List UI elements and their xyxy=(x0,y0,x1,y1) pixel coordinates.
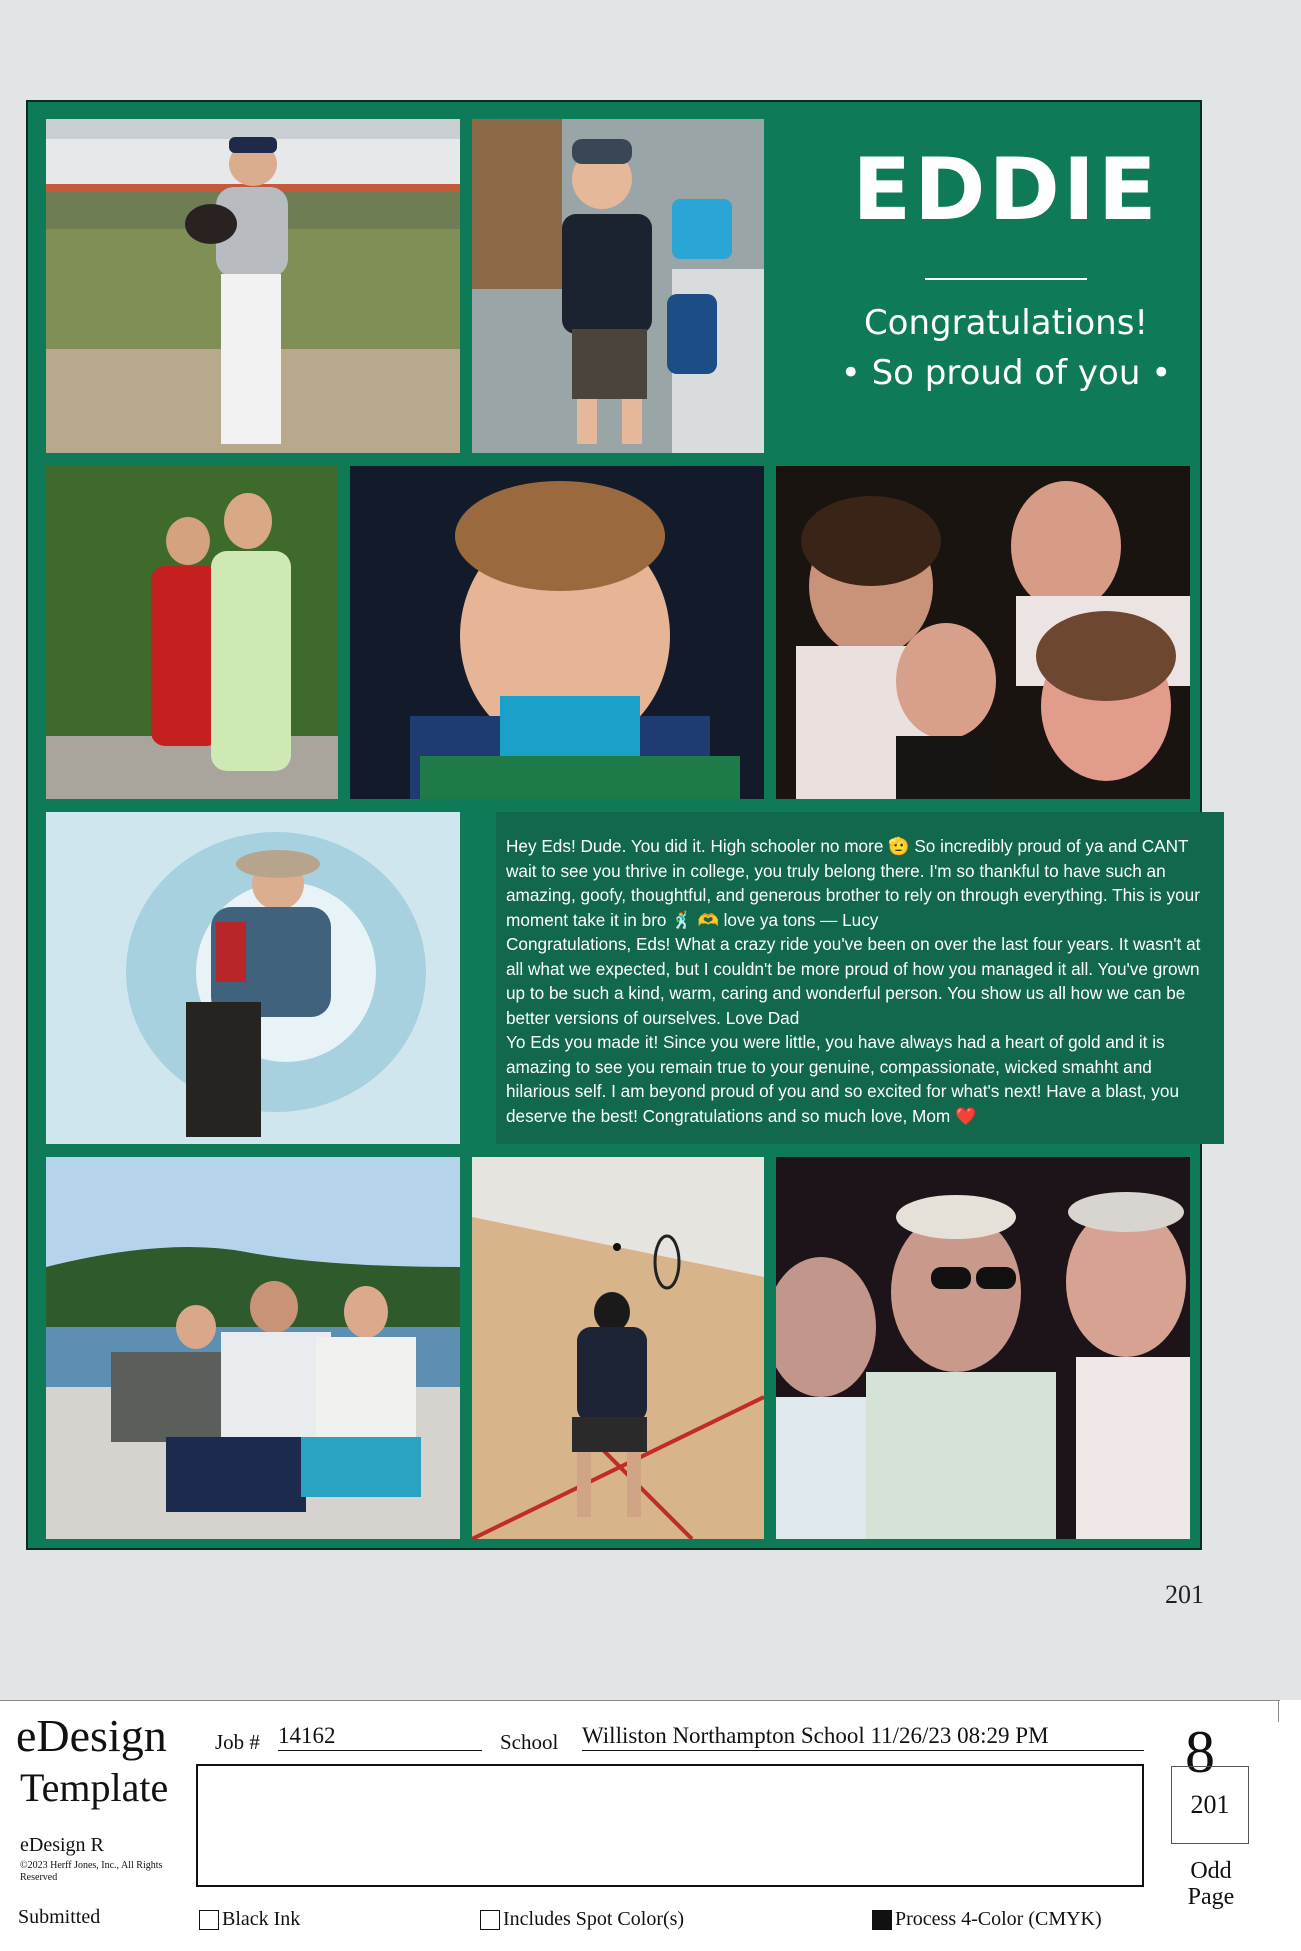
footer-top-rule xyxy=(0,1700,1280,1701)
baseball-photo xyxy=(46,119,460,453)
signature-count: 8 xyxy=(1185,1719,1215,1785)
congrats-line: Congratulations! xyxy=(863,303,1149,343)
message-panel xyxy=(496,812,1224,1144)
process-color-checkbox[interactable] xyxy=(872,1910,892,1930)
brand-name: eDesign xyxy=(16,1710,167,1761)
page-number: 201 xyxy=(1165,1580,1204,1609)
page-number-box: 201 xyxy=(1171,1766,1249,1844)
title-panel xyxy=(776,117,1236,450)
message-mom: Yo Eds you made it! Since you were little, you have always had a heart of gold and it is amazing to see you remain true to your genuine, compassionate, wicked smahht and hilarious self. I am beyond proud of you and so excited for what's next! Have a blast, you deserve the best! Congratulations and so much love, Mom ❤️ xyxy=(506,1032,1180,1126)
school-label: School xyxy=(500,1730,559,1754)
odd-page-label: Odd Page xyxy=(1187,1858,1235,1910)
yearbook-page xyxy=(26,100,1202,1550)
ice-cave-photo xyxy=(46,812,460,1144)
copyright: ©2023 Herff Jones, Inc., All Rights Reserved xyxy=(20,1860,163,1883)
spot-color-label: Includes Spot Color(s) xyxy=(503,1908,685,1930)
footer-side-rule xyxy=(1278,1700,1279,1722)
spot-color-checkbox[interactable] xyxy=(480,1910,500,1930)
job-number: 14162 xyxy=(278,1722,482,1751)
black-ink-label: Black Ink xyxy=(222,1908,301,1930)
message-dad: Congratulations, Eds! What a crazy ride you've been on over the last four years. It wasn't at all what we expected, but I couldn't be more proud of how you managed it all. You've grown up to be such a kind, warm, caring and wonderful person. You show us all how we can be better versions of ourselves. Love Dad xyxy=(506,934,1201,1028)
school-value: Williston Northampton School 11/26/23 08:29 PM xyxy=(582,1722,1144,1751)
proud-line: • So proud of you • xyxy=(840,353,1172,393)
job-label: Job # xyxy=(215,1730,260,1754)
black-ink-checkbox[interactable] xyxy=(199,1910,219,1930)
boat-friends-photo xyxy=(46,1157,460,1539)
template-footer xyxy=(0,1700,1301,1951)
toddler-tongue-photo xyxy=(350,466,764,799)
notes-box xyxy=(196,1764,1144,1887)
brand-subtitle: Template xyxy=(20,1765,169,1810)
squash-court-photo xyxy=(472,1157,764,1539)
edesign-r-label: eDesign R xyxy=(20,1834,104,1856)
message-lucy: Hey Eds! Dude. You did it. High schooler no more 🫡 So incredibly proud of ya and CANT wait to see you thrive in college, you truly belong there. I'm so thankful to have such an amazing, goofy, thoughtful, and generous brother to rely on through everything. This is your moment take it in bro 🕺 🫶 love ya tons — Lucy xyxy=(506,836,1200,930)
process-color-label: Process 4-Color (CMYK) xyxy=(895,1908,1102,1930)
sunglasses-friends-photo xyxy=(776,1157,1190,1539)
family-selfie-photo xyxy=(776,466,1190,799)
spot-color-option[interactable] xyxy=(480,1908,684,1931)
black-ink-option[interactable] xyxy=(199,1908,300,1931)
golf-bag-photo xyxy=(472,119,764,453)
student-name: EDDIE xyxy=(852,140,1160,240)
siblings-traditional-dress-photo xyxy=(46,466,338,799)
process-color-option[interactable] xyxy=(872,1908,1102,1931)
title-divider xyxy=(925,278,1087,280)
submitted-label: Submitted xyxy=(18,1906,101,1928)
